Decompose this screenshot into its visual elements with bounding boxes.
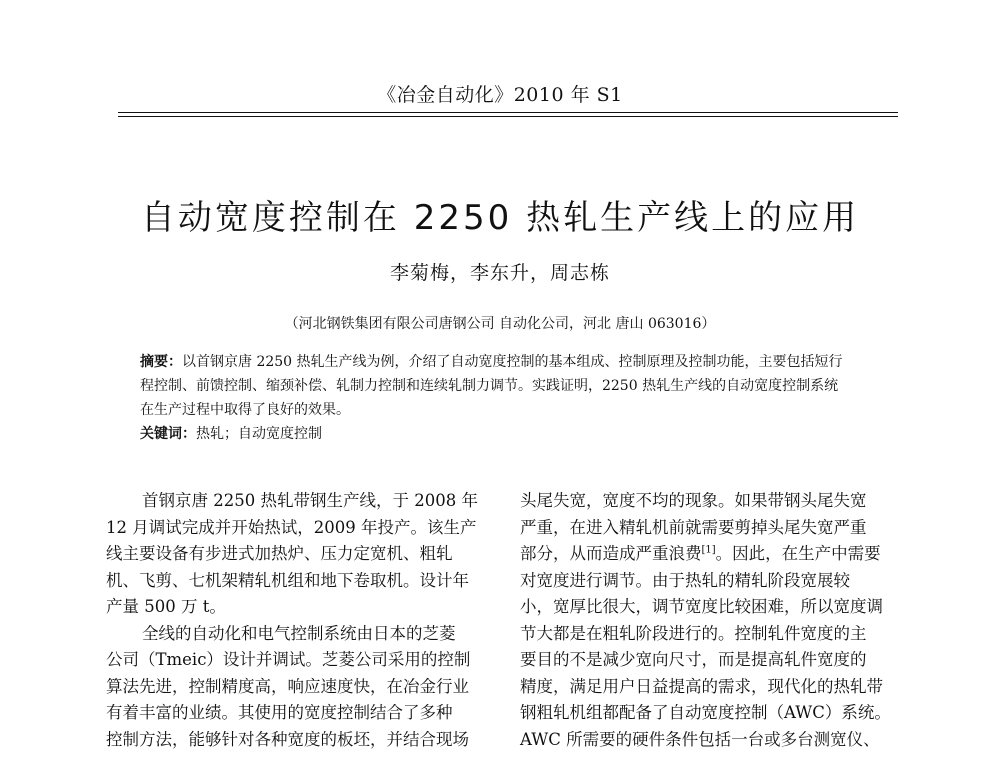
- body-line: 全线的自动化和电气控制系统由日本的芝菱: [142, 623, 456, 643]
- body-line: AWC 所需要的硬件条件包括一台或多台测宽仪、: [520, 729, 880, 749]
- body-line: 有着丰富的业绩。其使用的宽度控制结合了多种: [106, 703, 453, 722]
- body-line: 严重，在进入精轧机前就需要剪掉头尾失宽严重: [520, 517, 867, 537]
- abstract-label: 摘要：: [140, 354, 182, 370]
- citation-line-pre: 部分，从而造成严重浪费: [520, 544, 702, 563]
- abstract-line-1: [140, 350, 880, 374]
- left-column: [106, 488, 490, 753]
- abstract-block: [140, 350, 880, 446]
- body-line: 要目的不是减少宽向尺寸，而是提高轧件宽度的: [520, 650, 867, 669]
- body-line: 节大都是在粗轧阶段进行的。控制轧件宽度的主: [520, 623, 867, 643]
- body-line: 产量 500 万 t。: [106, 597, 226, 616]
- body-line: 机、飞剪、七机架精轧机组和地下卷取机。设计年: [106, 570, 469, 590]
- body-line: 小，宽厚比很大，调节宽度比较困难，所以宽度调: [520, 597, 883, 616]
- keywords-text: 热轧；自动宽度控制: [196, 426, 322, 442]
- body-line: 12 月调试完成并开始热试，2009 年投产。该生产: [106, 517, 477, 537]
- body-line: 线主要设备有步进式加热炉、压力定宽机、粗轧: [106, 544, 453, 563]
- journal-header: 《冶金自动化》2010 年 S1: [377, 84, 623, 106]
- header-rule-bottom: [118, 116, 898, 117]
- abstract-line-2: 程控制、前馈控制、缩颈补偿、轧制力控制和连续轧制力调节。实践证明，2250 热轧生产线的自动宽度控制系统: [140, 378, 839, 394]
- body-line: 头尾失宽，宽度不均的现象。如果带钢头尾失宽: [520, 491, 867, 510]
- body-line-with-citation: [520, 541, 906, 568]
- paper-title: 自动宽度控制在 2250 热轧生产线上的应用: [140, 198, 860, 238]
- body-line: 控制方法，能够针对各种宽度的板坯，并结合现场: [106, 729, 469, 749]
- body-line: 公司（Tmeic）设计并调试。芝菱公司采用的控制: [106, 650, 471, 669]
- keywords-label: 关键词：: [140, 426, 196, 442]
- keywords-line: [140, 422, 880, 446]
- body-line: 算法先进，控制精度高，响应速度快，在冶金行业: [106, 676, 469, 696]
- right-column: [520, 488, 906, 753]
- body-line: 钢粗轧机组都配备了自动宽度控制（AWC）系统。: [520, 703, 891, 722]
- body-line: 对宽度进行调节。由于热轧的精轧阶段宽展较: [520, 570, 850, 590]
- affiliation: （河北钢铁集团有限公司唐钢公司 自动化公司，河北 唐山 063016）: [284, 316, 716, 332]
- header-rule-top: [118, 112, 898, 113]
- body-line: 精度，满足用户日益提高的需求，现代化的热轧带: [520, 676, 883, 696]
- body-line: 首钢京唐 2250 热轧带钢生产线，于 2008 年: [142, 491, 478, 510]
- authors: 李菊梅，李东升，周志栋: [389, 262, 610, 284]
- citation-reference[interactable]: [1]: [701, 544, 716, 556]
- abstract-line-3: 在生产过程中取得了良好的效果。: [140, 402, 350, 418]
- citation-line-post: 。因此，在生产中需要: [715, 544, 881, 563]
- abstract-text-1: 以首钢京唐 2250 热轧生产线为例，介绍了自动宽度控制的基本组成、控制原理及控制功能，主要包括短行: [182, 354, 843, 370]
